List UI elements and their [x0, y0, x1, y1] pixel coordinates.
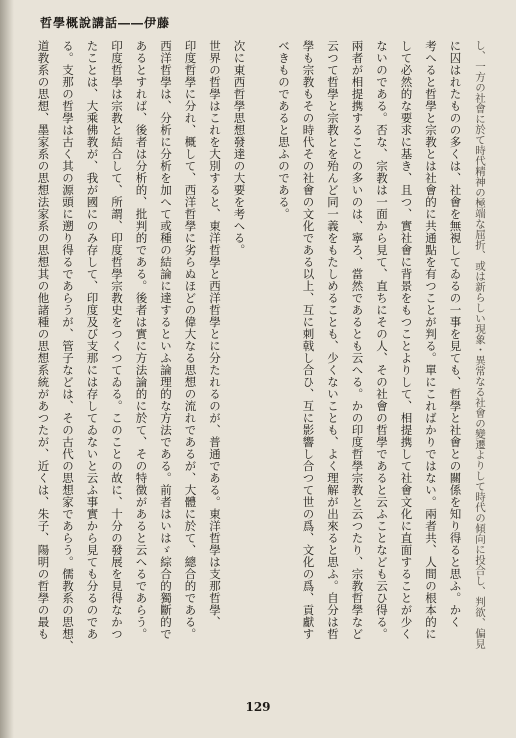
text-column: あるとすれば、後者は分析的、批判的である。後者は實に方法論的に於て、その特徴があると云へるであらう。 — [134, 40, 149, 640]
text-column: べきものであると思ふのである。 — [277, 40, 291, 220]
text-column: 云つて哲學と宗教とを殆んど同一義をもたしめることも、少くないことも、よく理解が出來ると思ふ。自分は哲 — [326, 40, 340, 640]
paragraph-gap — [252, 40, 272, 670]
text-column: 考へると哲學と宗教とは社會的に共通點を有つことが判る。單にこればかりではない。兩者共、人間の根本的に — [424, 40, 438, 640]
text-column: 兩者が相提携することの多いのは、寧ろ、當然であるとも云へる。かの印度哲學宗教と云つたり、宗教哲學など — [350, 40, 365, 640]
text-column: 世界の哲學はこれを大別すると、東洋哲學と西洋哲學とに分たれるのが、普通である。東洋哲學は支那哲學、 — [208, 40, 222, 628]
text-column: に囚はれたものの多くは、社會を無視してゐるの一事を見ても、哲學と社會との關係を知り得ると思ふ。かく — [448, 40, 463, 628]
text-column: 道教系の思想、墨家系の思想法家系の思想其の他諸種の思想系統があつたが、近くは、朱子、陽明の哲學の最も — [36, 40, 51, 640]
page-number: 129 — [245, 700, 271, 714]
text-column: し、一方の社會に於て時代精神の極端な屈折、或は新らしい現象・異常なる社會の變遷よりして時代の傾向に投合し、判欲、偏見 — [474, 40, 486, 649]
text-column: 印度哲學に分れ、概して、西洋哲學に劣らぬほどの偉大なる思想の流れであるが、大體に於て、總合的である。 — [183, 40, 198, 640]
text-column: たことは、大乘佛教が、我が國にのみ存して、印度及び支那には存してゐないと云ふ事實から見ても分るのであ — [85, 40, 100, 640]
text-column: して必然的な要求に基き、且つ、實社會に背景をもつことよりして、相提携して社會文化に直面することが少く — [399, 40, 414, 640]
text-column: 學も宗教もその時代その社會の文化である以上、互に刺戟し合ひ、互に影響し合つて世の爲、文化の爲、貢獻す — [301, 40, 316, 640]
text-column: ないのである。否な、宗教は一面から見て、直ちにその人、その社會の哲學であると云ふことなども云ひ得る。 — [375, 40, 389, 640]
text-column: 印度哲學は宗教と結合して、所謂、印度哲學宗教史をつくつてゐる。このことの故に、十分の發展を見得なかつ — [110, 40, 124, 640]
spine-shadow — [0, 0, 14, 738]
running-head: 哲學概說講話――伊藤 — [40, 16, 171, 30]
text-column: る。支那の哲學は古く其の源頭に遡り得るであらうが、管子などは、その古代の思想家であらう。儒教系の思想、 — [61, 40, 75, 652]
body-text — [30, 40, 492, 670]
section-intro: 次に東西哲學思想發達の大要を考へる。 — [232, 40, 247, 256]
text-column: 西洋哲學は、分析に分析を加へて或種の結論に達するといふ論理的な方法である。前者はいはゞ綜合的獨斷的で — [159, 40, 173, 640]
